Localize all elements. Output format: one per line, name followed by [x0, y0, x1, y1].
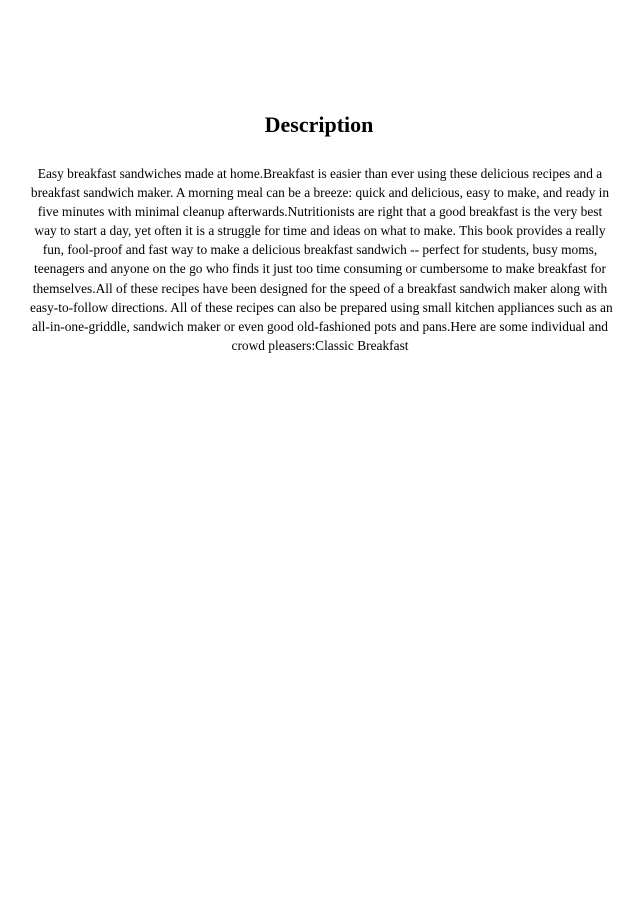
paragraph-line: breakfast sandwich maker. A morning meal can be a breeze: quick and delicious, easy to make, and ready in [30, 185, 610, 201]
paragraph-line: way to start a day, yet often it is a struggle for time and ideas on what to make. This book provides a really [34, 223, 606, 239]
paragraph-line: easy-to-follow directions. All of these recipes can also be prepared using small kitchen appliances such as an [30, 299, 613, 315]
paragraph-line: fun, fool-proof and fast way to make a delicious breakfast sandwich -- perfect for students, busy moms, [42, 242, 598, 258]
page-title: Description [264, 112, 374, 137]
paragraph-line: crowd pleasers:Classic Breakfast [231, 337, 409, 353]
paragraph-line: five minutes with minimal cleanup afterwards.Nutritionists are right that a good breakfast is the very best [37, 204, 603, 220]
paragraph-line: Easy breakfast sandwiches made at home.Breakfast is easier than ever using these delicious recipes and a [37, 166, 603, 181]
description-paragraph [30, 164, 613, 355]
paragraph-line: themselves.All of these recipes have been designed for the speed of a breakfast sandwich maker along with [32, 280, 608, 296]
paragraph-line: all-in-one-griddle, sandwich maker or even good old-fashioned pots and pans.Here are some individual and [32, 318, 608, 334]
paragraph-line: teenagers and anyone on the go who finds it just too time consuming or cumbersome to make breakfast for [34, 261, 606, 277]
